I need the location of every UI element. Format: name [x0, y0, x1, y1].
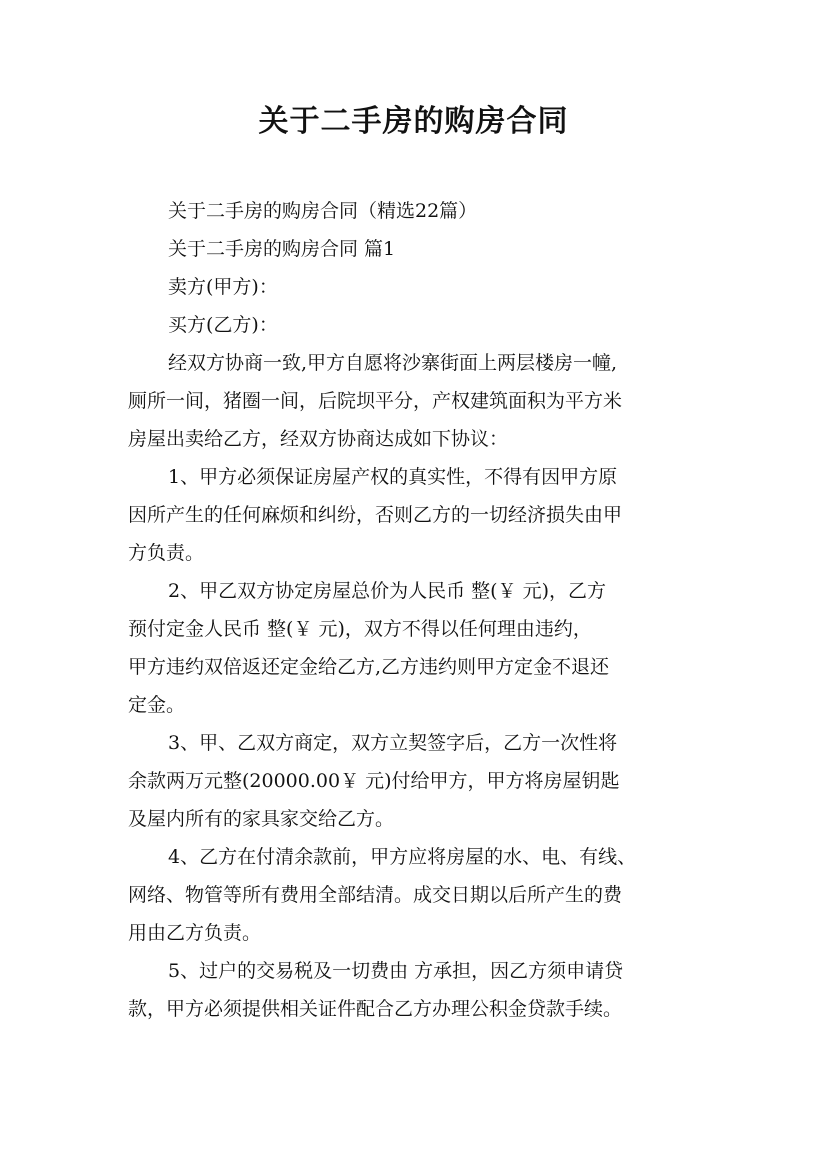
document-body: [128, 192, 718, 1028]
paragraph-line: 房屋出卖给乙方，经双方协商达成如下协议：: [128, 428, 509, 450]
clause-2-line: 甲方违约双倍返还定金给乙方,乙方违约则甲方定金不退还: [128, 656, 610, 678]
clause-4-line: 网络、物管等所有费用全部结清。成交日期以后所产生的费: [128, 884, 623, 906]
clause-4-line: 用由乙方负责。: [128, 922, 262, 944]
clause-5-line: 5、过户的交易税及一切费由 方承担，因乙方须申请贷: [168, 960, 624, 982]
seller-line: 卖方(甲方)：: [168, 276, 278, 298]
clause-2-line: 定金。: [128, 694, 186, 716]
clause-5-line: 款，甲方必须提供相关证件配合乙方办理公积金贷款手续。: [128, 998, 623, 1020]
subtitle-collection: 关于二手房的购房合同（精选22篇）: [168, 200, 478, 222]
clause-4-line: 4、乙方在付清余款前，甲方应将房屋的水、电、有线、: [168, 846, 637, 868]
clause-3-line: 及屋内所有的家具家交给乙方。: [128, 808, 395, 830]
buyer-line: 买方(乙方)：: [168, 314, 278, 336]
document-title: 关于二手房的购房合同: [258, 104, 569, 139]
clause-2-line: 预付定金人民币 整(￥ 元)，双方不得以任何理由违约，: [128, 618, 592, 640]
clause-2-line: 2、甲乙双方协定房屋总价为人民币 整(￥ 元)，乙方: [168, 580, 606, 602]
clause-1-line: 因所产生的任何麻烦和纠纷，否则乙方的一切经济损失由甲: [128, 504, 623, 526]
clause-3-line: 余款两万元整(20000.00￥ 元)付给甲方，甲方将房屋钥匙: [128, 770, 620, 792]
clause-1-line: 方负责。: [128, 542, 205, 564]
paragraph-line: 经双方协商一致,甲方自愿将沙寨街面上两层楼房一幢,: [168, 352, 618, 374]
paragraph-line: 厕所一间，猪圈一间，后院坝平分，产权建筑面积为平方米: [128, 390, 623, 412]
clause-1-line: 1、甲方必须保证房屋产权的真实性，不得有因甲方原: [168, 466, 618, 488]
clause-3-line: 3、甲、乙双方商定，双方立契签字后，乙方一次性将: [168, 732, 618, 754]
section-heading: 关于二手房的购房合同 篇1: [168, 238, 396, 260]
